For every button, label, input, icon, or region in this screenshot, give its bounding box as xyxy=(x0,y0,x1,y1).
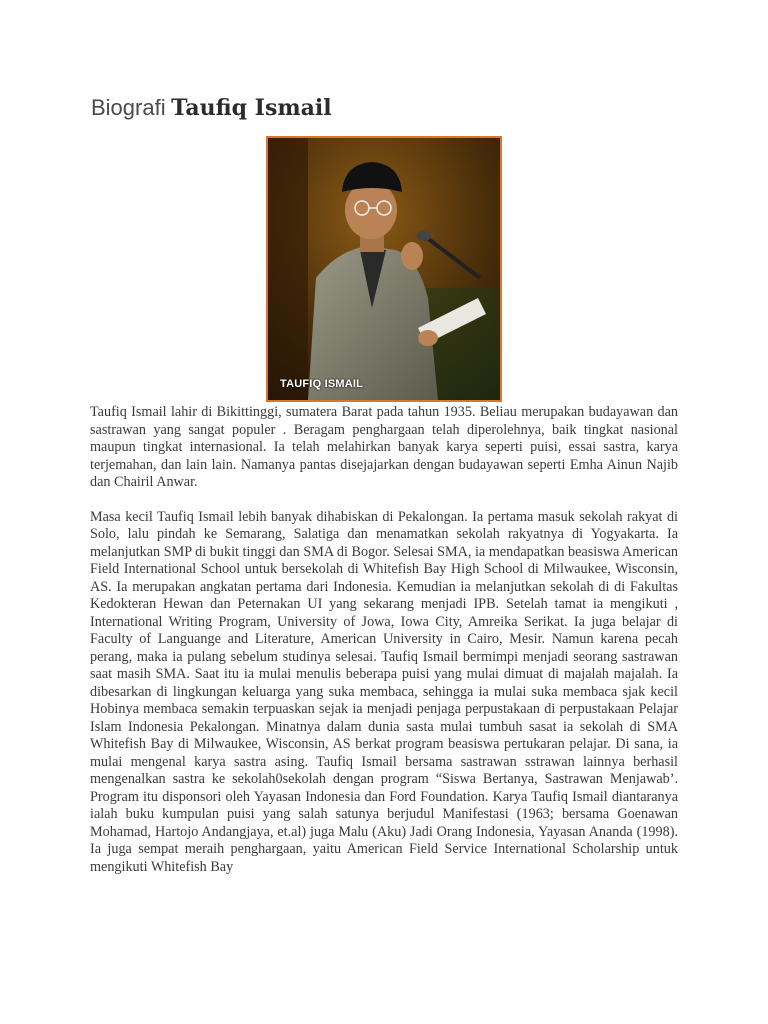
photo-caption: TAUFIQ ISMAIL xyxy=(280,378,364,390)
paragraph-2: Masa kecil Taufiq Ismail lebih banyak dihabiskan di Pekalongan. Ia pertama masuk sekolah rakyat di Solo, lalu pindah ke Semarang, Salatiga dan menamatkan sekolah rakyatnya di Yogyakarta. Ia melanjutkan SMP di bukit tinggi dan SMA di Bogor. Selesai SMA, ia mendapatkan beasiswa American Field International School untuk bersekolah di Whitefish Bay High School di Milwaukee, Wisconsin, AS. Ia merupakan angkatan pertama dari Indonesia. Kemudian ia melanjutkan sekolah di di Fakultas Kedokteran Hewan dan Peternakan UI yang sekarang menjadi IPB. Setelah tamat ia mengikuti , International Writing Program, University of Jowa, Iowa City, Amreika Serikat. Ia juga belajar di Faculty of Languange and Literature, American University in Cairo, Mesir. Namun karena pecah perang, maka ia pulang sebelum studinya selesai. Taufiq Ismail bermimpi menjadi seorang sastrawan saat masih SMA. Saat itu ia mulai menulis beberapa puisi yang mulai dimuat di majalah majalah. Ia dibesarkan di lingkungan keluarga yang suka membaca, sehingga ia mulai suka membaca sjak kecil Hobinya membaca semakin terpuaskan sejak ia menjadi penjaga perpustakaan di perpustakaan Pelajar Islam Indonesia Pekalongan. Minatnya dalam dunia sasta mulai tumbuh sasat ia sekolah di SMA Whitefish Bay di Milwaukee, Wisconsin, AS berkat program beasiswa pertukaran pelajar. Di sana, ia mulai mengenal karya sastra asing. Taufiq Ismail bersama sastrawan sstrawan lainnya berhasil mengenalkan sastra ke sekolah0sekolah dengan program “Siswa Bertanya, Sastrawan Menjawab’. Program itu disponsori oleh Yayasan Indonesia dan Ford Foundation. Karya Taufiq Ismail diantaranya ialah buku kumpulan puisi yang salah satunya berjudul Manifestasi (1963; bersama Goenawan Mohamad, Hartojo Andangjaya, et.al) juga Malu (Aku) Jadi Orang Indonesia, Yayasan Ananda (1998). Ia juga sempat meraih penghargaan, yaitu American Field Service International Scholarship untuk mengikuti Whitefish Bay xyxy=(90,508,678,875)
title-name: Taufiq Ismail xyxy=(171,95,332,121)
portrait-photo xyxy=(266,136,502,402)
biography-text xyxy=(90,404,678,893)
portrait-illustration xyxy=(268,138,500,400)
title-prefix: Biografi xyxy=(91,95,166,120)
page-title xyxy=(91,93,332,123)
paragraph-1: Taufiq Ismail lahir di Bikittinggi, sumatera Barat pada tahun 1935. Beliau merupakan budayawan dan sastrawan yang sangat populer . Beragam penghargaan telah diperolehnya, baik tingkat nasional maupun tingkat internasional. Ia telah melahirkan banyak karya seperti puisi, essai sastra, karya terjemahan, dan lain lain. Namanya pantas disejajarkan dengan budayawan seperti Emha Ainun Najib dan Chairil Anwar. xyxy=(90,404,678,490)
